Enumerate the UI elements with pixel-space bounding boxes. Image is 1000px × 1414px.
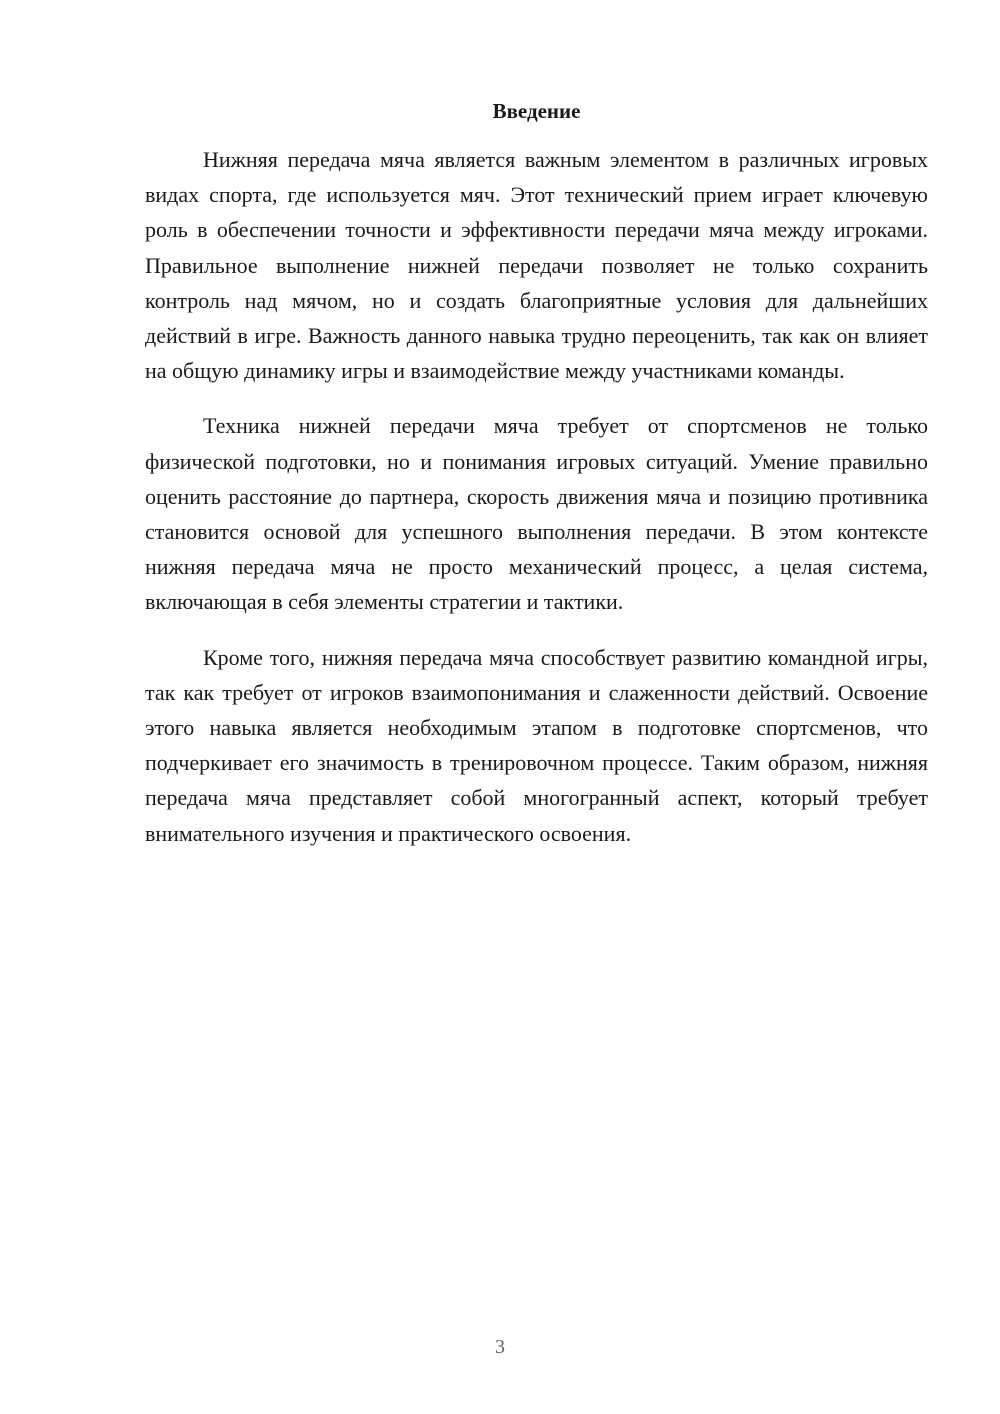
- section-heading: Введение: [492, 99, 581, 123]
- body-text: [145, 142, 928, 871]
- paragraph-3: Кроме того, нижняя передача мяча способствует развитию командной игры, так как требует от игроков взаимопонимания и слаженности действий. Освоение этого навыка является необходимым этапом в подготовке спортсменов, что подчеркивает его значимость в тренировочном процессе. Таким образом, нижняя передача мяча представляет собой многогранный аспект, который требует внимательного изучения и практического освоения.: [145, 644, 928, 846]
- paragraph-2: Техника нижней передачи мяча требует от спортсменов не только физической подготовки, но и понимания игровых ситуаций. Умение правильно оценить расстояние до партнера, скорость движения мяча и позицию противника становится основой для успешного выполнения передачи. В этом контексте нижняя передача мяча не просто механический процесс, а целая система, включающая в себя элементы стратегии и тактики.: [145, 413, 928, 615]
- paragraph-1: Нижняя передача мяча является важным элементом в различных игровых видах спорта, где используется мяч. Этот технический прием играет ключевую роль в обеспечении точности и эффективности передачи мяча между игроками. Правильное выполнение нижней передачи позволяет не только сохранить контроль над мячом, но и создать благоприятные условия для дальнейших действий в игре. Важность данного навыка трудно переоценить, так как он влияет на общую динамику игры и взаимодействие между участниками команды.: [145, 147, 928, 384]
- page-number: 3: [495, 1336, 505, 1358]
